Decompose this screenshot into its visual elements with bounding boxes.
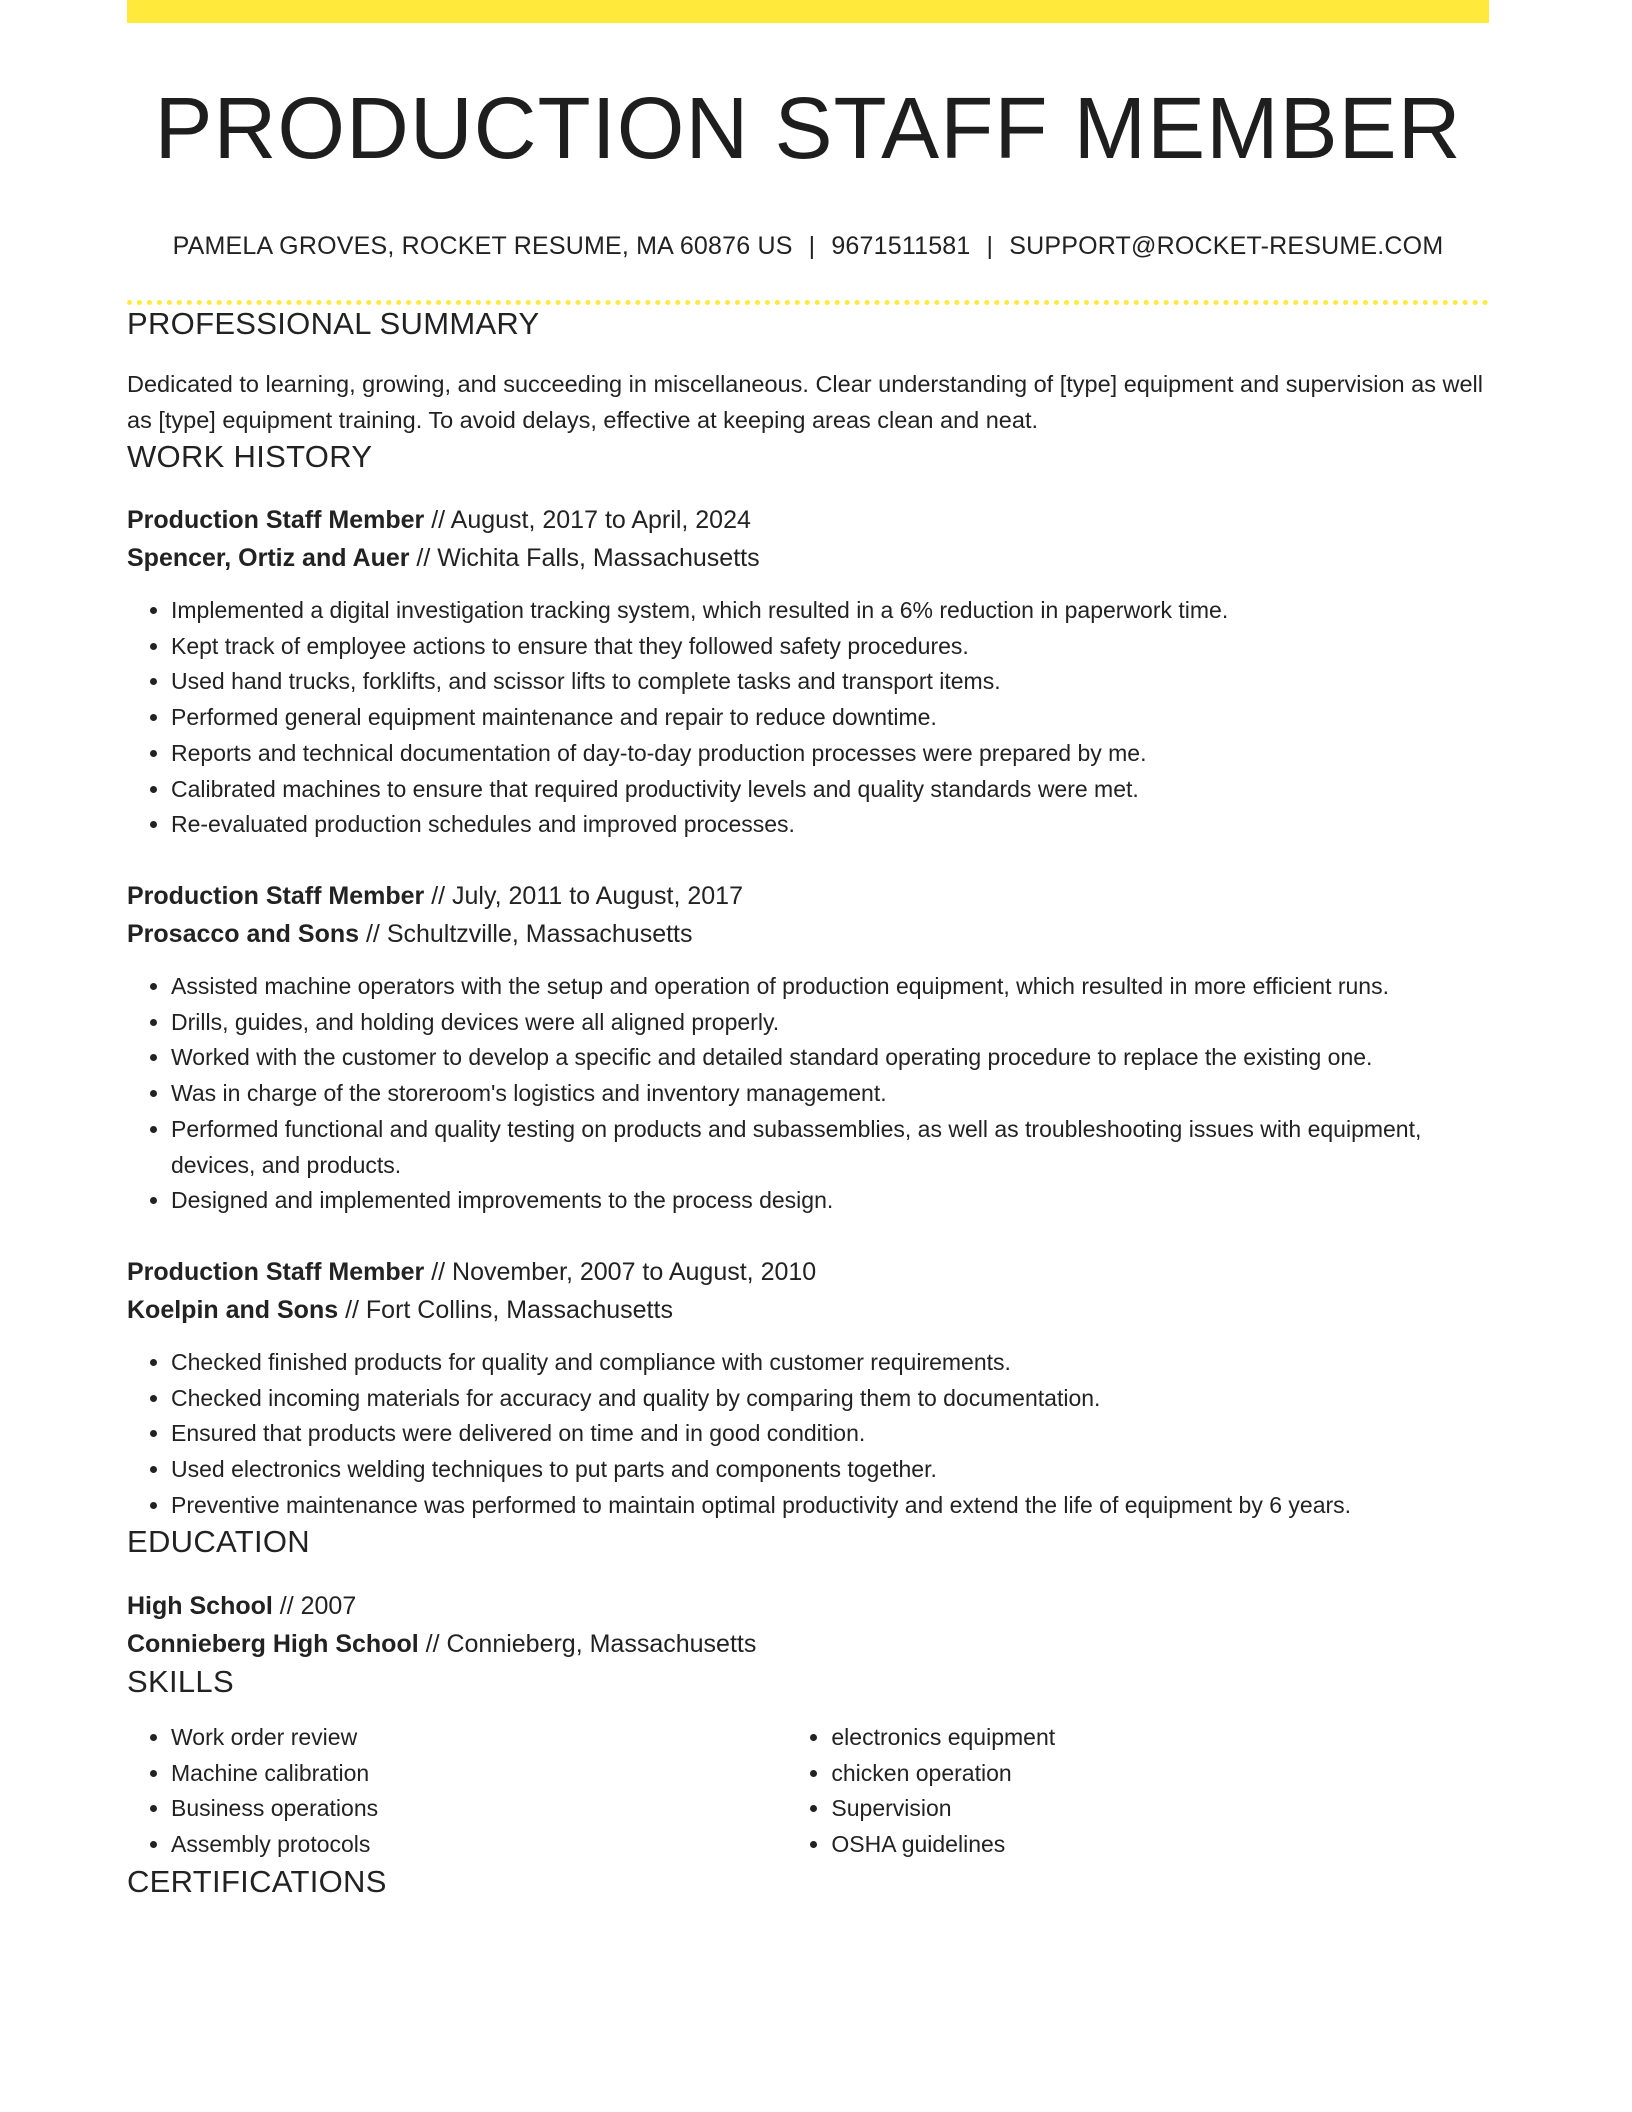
summary-heading: PROFESSIONAL SUMMARY bbox=[127, 305, 540, 341]
contact-address: PAMELA GROVES, ROCKET RESUME, MA 60876 US bbox=[172, 231, 793, 260]
education-location: // Connieberg, Massachusetts bbox=[418, 1629, 757, 1658]
work-history-heading: WORK HISTORY bbox=[127, 438, 373, 474]
contact-separator: | bbox=[986, 231, 994, 260]
education-school: Connieberg High School bbox=[127, 1629, 419, 1658]
skills-heading: SKILLS bbox=[127, 1663, 234, 1699]
job-duty: • Was in charge of the storeroom's logistics and inventory management. bbox=[171, 1076, 1489, 1112]
job-dates: // November, 2007 to August, 2010 bbox=[424, 1257, 817, 1286]
resume-page bbox=[127, 0, 1489, 1900]
skills-list-right bbox=[787, 1720, 1489, 1863]
job-duty: • Worked with the customer to develop a specific and detailed standard operating procedure to replace the existing one. bbox=[171, 1040, 1489, 1076]
resume-title: PRODUCTION STAFF MEMBER bbox=[154, 80, 1462, 177]
job-entry bbox=[127, 1253, 1489, 1524]
education-school-line bbox=[127, 1625, 1489, 1663]
job-entry bbox=[127, 877, 1489, 1219]
job-title-line bbox=[127, 877, 1489, 915]
accent-top-bar bbox=[127, 0, 1489, 23]
job-location: // Schultzville, Massachusetts bbox=[359, 919, 693, 948]
job-duty: • Performed general equipment maintenance and repair to reduce downtime. bbox=[171, 700, 1489, 736]
job-company: Koelpin and Sons bbox=[127, 1295, 339, 1324]
job-duty: • Ensured that products were delivered on time and in good condition. bbox=[171, 1416, 1489, 1452]
contact-line bbox=[127, 231, 1489, 261]
job-title: Production Staff Member bbox=[127, 881, 425, 910]
contact-separator: | bbox=[808, 231, 816, 260]
contact-phone: 9671511581 bbox=[831, 231, 971, 260]
job-company-line bbox=[127, 915, 1489, 953]
job-duties-list bbox=[127, 593, 1489, 843]
job-duty: • Reports and technical documentation of day-to-day production processes were prepared by me. bbox=[171, 736, 1489, 772]
job-company-line bbox=[127, 539, 1489, 577]
job-duty: • Used hand trucks, forklifts, and scissor lifts to complete tasks and transport items. bbox=[171, 664, 1489, 700]
job-duty: • Re-evaluated production schedules and improved processes. bbox=[171, 807, 1489, 843]
job-duty: • Assisted machine operators with the setup and operation of production equipment, which resulted in more efficient runs. bbox=[171, 969, 1489, 1005]
skill-item: • electronics equipment bbox=[831, 1720, 1489, 1756]
job-duties-list bbox=[127, 1345, 1489, 1524]
job-company-line bbox=[127, 1291, 1489, 1329]
job-entry bbox=[127, 501, 1489, 843]
job-duty: • Implemented a digital investigation tracking system, which resulted in a 6% reduction in paperwork time. bbox=[171, 593, 1489, 629]
job-duty: • Designed and implemented improvements to the process design. bbox=[171, 1183, 1489, 1219]
job-title: Production Staff Member bbox=[127, 1257, 425, 1286]
job-duty: • Kept track of employee actions to ensure that they followed safety procedures. bbox=[171, 629, 1489, 665]
education-entry bbox=[127, 1587, 1489, 1663]
education-heading: EDUCATION bbox=[127, 1524, 310, 1560]
job-duty: • Checked incoming materials for accuracy and quality by comparing them to documentation. bbox=[171, 1381, 1489, 1417]
education-degree: High School bbox=[127, 1591, 273, 1620]
job-duty: • Checked finished products for quality and compliance with customer requirements. bbox=[171, 1345, 1489, 1381]
job-company: Spencer, Ortiz and Auer bbox=[127, 544, 410, 573]
skill-item: • Work order review bbox=[171, 1720, 787, 1756]
skills-list-left bbox=[127, 1720, 787, 1863]
job-title-line bbox=[127, 501, 1489, 539]
contact-email: SUPPORT@ROCKET-RESUME.COM bbox=[1009, 231, 1444, 260]
skill-item: • Supervision bbox=[831, 1791, 1489, 1827]
job-duty: • Performed functional and quality testing on products and subassemblies, as well as troubleshooting issues with equipment, devices, and products. bbox=[171, 1112, 1489, 1183]
job-dates: // July, 2011 to August, 2017 bbox=[424, 881, 743, 910]
certifications-heading: CERTIFICATIONS bbox=[127, 1863, 387, 1899]
education-degree-line bbox=[127, 1587, 1489, 1625]
job-duty: • Calibrated machines to ensure that required productivity levels and quality standards were met. bbox=[171, 772, 1489, 808]
job-duty: • Preventive maintenance was performed to maintain optimal productivity and extend the life of equipment by 6 years. bbox=[171, 1488, 1489, 1524]
job-duties-list bbox=[127, 969, 1489, 1219]
job-title-line bbox=[127, 1253, 1489, 1291]
job-location: // Fort Collins, Massachusetts bbox=[338, 1295, 673, 1324]
job-location: // Wichita Falls, Massachusetts bbox=[409, 544, 760, 573]
summary-text: Dedicated to learning, growing, and succeeding in miscellaneous. Clear understanding of [type] equipment and supervision as well as [type] equipment training. To avoid delays, effective at keeping areas clean and neat. bbox=[127, 370, 1483, 433]
job-title: Production Staff Member bbox=[127, 506, 425, 535]
education-year: // 2007 bbox=[272, 1591, 357, 1620]
skill-item: • chicken operation bbox=[831, 1756, 1489, 1792]
skill-item: • Business operations bbox=[171, 1791, 787, 1827]
job-duty: • Used electronics welding techniques to put parts and components together. bbox=[171, 1452, 1489, 1488]
job-duty: • Drills, guides, and holding devices were all aligned properly. bbox=[171, 1005, 1489, 1041]
skill-item: • OSHA guidelines bbox=[831, 1827, 1489, 1863]
job-dates: // August, 2017 to April, 2024 bbox=[424, 506, 751, 535]
skill-item: • Machine calibration bbox=[171, 1756, 787, 1792]
skills-grid bbox=[127, 1720, 1489, 1863]
skill-item: • Assembly protocols bbox=[171, 1827, 787, 1863]
job-company: Prosacco and Sons bbox=[127, 919, 360, 948]
